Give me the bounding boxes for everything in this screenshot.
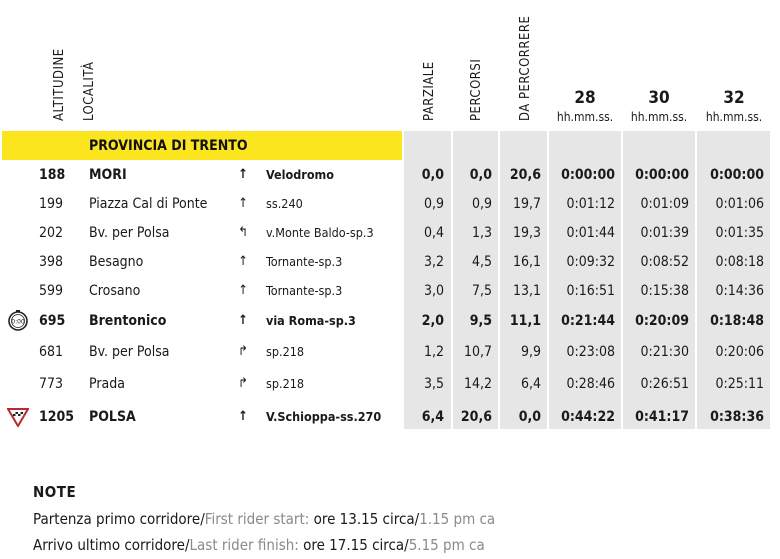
cell-t2: 0:41:17 [635,409,689,425]
cell-rem: 16,1 [512,254,541,270]
start-time-it: ore 13.15 circa/ [313,510,420,528]
cell-t2: 0:26:51 [640,376,689,392]
cell-alt: 773 [39,376,64,392]
cell-per: 1,3 [471,225,492,241]
cell-t1: 0:44:22 [561,409,615,425]
cell-dir: ↑ [238,283,248,298]
cell-par: 0,9 [423,196,444,212]
cell-rem: 20,6 [509,167,541,183]
cell-loc: Crosano [89,283,141,299]
start-label-en: First rider start: [204,510,314,528]
cell-road: Tornante-sp.3 [266,254,343,269]
speed-unit-32: hh.mm.ss. [705,110,763,124]
cell-dir: ↰ [238,225,248,240]
province-label: PROVINCIA DI TRENTO [89,138,248,154]
cell-t3: 0:01:35 [715,225,764,241]
finish-flag-icon [7,407,29,431]
cell-t3: 0:08:18 [715,254,764,270]
cell-loc: Bv. per Polsa [89,225,170,241]
cell-t2: 0:08:52 [640,254,689,270]
speed-unit-30: hh.mm.ss. [630,110,688,124]
notes-start-line [33,510,495,528]
cell-t3: 0:18:48 [710,313,764,329]
speed-header-28: 28 [574,88,596,108]
cell-loc: Bv. per Polsa [89,344,170,360]
cell-rem: 13,1 [512,283,541,299]
cell-t2: 0:01:39 [640,225,689,241]
cell-road: V.Schioppa-ss.270 [266,409,382,424]
cell-par: 6,4 [421,409,444,425]
speed-unit-28: hh.mm.ss. [556,110,614,124]
cell-rem: 0,0 [518,409,541,425]
cell-alt: 1205 [39,409,75,425]
cell-par: 3,0 [423,283,444,299]
cell-road: sp.218 [266,376,305,391]
header-remaining: DA PERCORRERE [518,15,533,121]
cell-per: 10,7 [463,344,492,360]
cell-loc: Prada [89,376,125,392]
cell-per: 20,6 [460,409,492,425]
cell-road: v.Monte Baldo-sp.3 [266,225,374,240]
cell-alt: 398 [39,254,64,270]
cell-t3: 0:14:36 [715,283,764,299]
cell-per: 7,5 [471,283,492,299]
cell-par: 0,4 [423,225,444,241]
cell-dir: ↑ [238,254,248,269]
cell-dir: ↑ [238,196,248,211]
finish-label-en: Last rider finish: [189,536,304,554]
cell-rem: 9,9 [520,344,541,360]
cell-t2: 0:01:09 [640,196,689,212]
cell-par: 2,0 [421,313,444,329]
cell-t3: 0:20:06 [715,344,764,360]
cell-t1: 0:01:12 [566,196,615,212]
cell-t2: 0:15:38 [640,283,689,299]
cell-alt: 695 [39,313,66,329]
cell-loc: POLSA [89,409,136,425]
cell-par: 3,5 [423,376,444,392]
cell-par: 3,2 [423,254,444,270]
cell-t1: 0:16:51 [566,283,615,299]
cell-par: 1,2 [423,344,444,360]
cell-t3: 0:25:11 [715,376,764,392]
cell-dir: ↑ [238,313,248,328]
cell-rem: 6,4 [520,376,541,392]
speed-header-32: 32 [723,88,745,108]
cell-dir: ↱ [238,376,248,391]
cell-t1: 0:00:00 [561,167,615,183]
cell-t1: 0:09:32 [566,254,615,270]
cell-t2: 0:00:00 [635,167,689,183]
stopwatch-icon [7,309,29,335]
cell-alt: 681 [39,344,64,360]
cell-par: 0,0 [421,167,444,183]
cell-road: via Roma-sp.3 [266,313,356,328]
header-altitude: ALTITUDINE [52,48,67,121]
cell-t1: 0:21:44 [561,313,615,329]
cell-per: 0,9 [471,196,492,212]
cell-t2: 0:20:09 [635,313,689,329]
cell-per: 4,5 [471,254,492,270]
finish-label-it: Arrivo ultimo corridore/ [33,536,190,554]
start-label-it: Partenza primo corridore/ [33,510,205,528]
notes-finish-line [33,536,485,554]
cell-road: ss.240 [266,196,303,211]
cell-alt: 202 [39,225,64,241]
cell-t1: 0:28:46 [566,376,615,392]
cell-rem: 19,3 [512,225,541,241]
cell-rem: 11,1 [509,313,541,329]
finish-time-it: ore 17.15 circa/ [303,536,409,554]
cell-per: 0,0 [469,167,492,183]
cell-per: 9,5 [469,313,492,329]
cell-loc: Brentonico [89,313,167,329]
cell-t3: 0:01:06 [715,196,764,212]
cell-per: 14,2 [463,376,492,392]
cell-road: Tornante-sp.3 [266,283,343,298]
header-locality: LOCALITÀ [82,61,97,121]
notes-title: NOTE [33,483,77,501]
cell-dir: ↑ [238,167,248,182]
cell-road: Velodromo [266,167,334,182]
start-time-en: 1.15 pm ca [419,510,496,528]
cell-alt: 199 [39,196,64,212]
cell-alt: 188 [39,167,66,183]
finish-time-en: 5.15 pm ca [408,536,485,554]
cell-rem: 19,7 [512,196,541,212]
svg-text:0:00: 0:00 [11,318,25,326]
cell-t1: 0:23:08 [566,344,615,360]
header-covered: PERCORSI [469,58,484,121]
speed-header-30: 30 [648,88,670,108]
header-partial: PARZIALE [422,61,437,121]
cell-t3: 0:38:36 [710,409,764,425]
cell-dir: ↑ [238,409,248,424]
cell-loc: Besagno [89,254,144,270]
cell-t2: 0:21:30 [640,344,689,360]
cell-t1: 0:01:44 [566,225,615,241]
cell-road: sp.218 [266,344,305,359]
cell-t3: 0:00:00 [710,167,764,183]
cell-alt: 599 [39,283,64,299]
cell-loc: MORI [89,167,127,183]
cell-loc: Piazza Cal di Ponte [89,196,208,212]
cell-dir: ↱ [238,344,248,359]
